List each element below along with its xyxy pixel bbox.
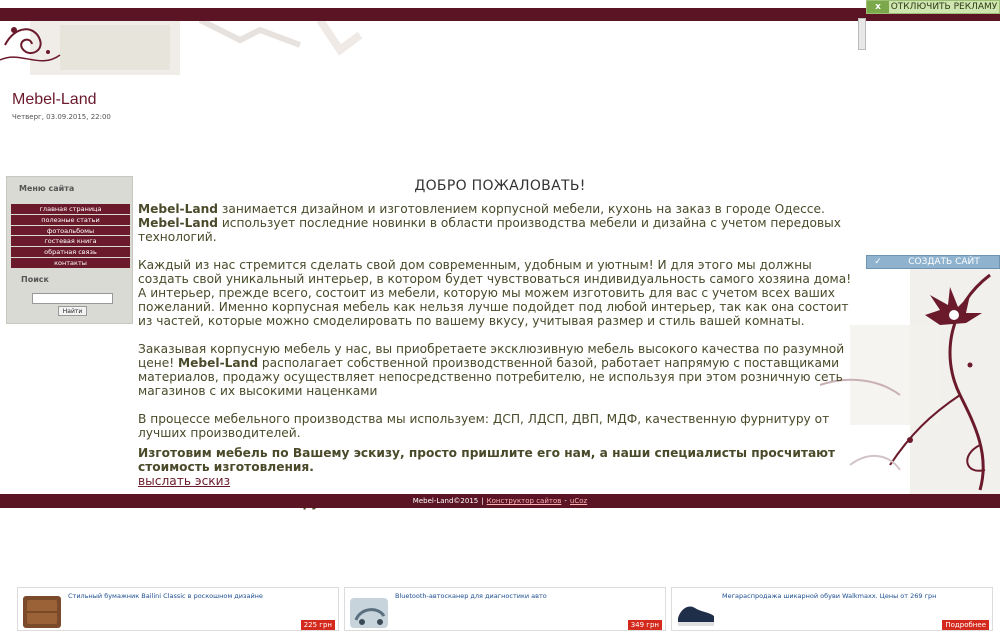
- ad-strip: [17, 587, 993, 631]
- footer-separator: -: [564, 497, 567, 505]
- search-button[interactable]: Найти: [58, 306, 87, 316]
- interior-paragraph: Каждый из нас стремится сделать свой дом современным, удобным и уютным! И для этого мы должны создать свой уникальный интерьер, в котором будет чувствоваться индивидуальность самого хозяина дома! А интерьер, прежде всего, состоит из мебели, которую мы можем изготовить для вас с учетом всех ваших пожеланий. Именно корпусная мебель как нельзя лучше подойдет под любой интерьер, так как она состоит из частей, которые можно смоделировать по вашему вкусу, учитывая размер и стиль вашей комнаты.: [138, 258, 852, 328]
- search-title: Поиск: [21, 275, 49, 284]
- main-content: [138, 178, 862, 510]
- site-date: Четверг, 03.09.2015, 22:00: [12, 113, 111, 121]
- menu-item-photos[interactable]: фотоальбомы: [11, 226, 130, 237]
- ad-price[interactable]: 225 грн: [301, 620, 335, 630]
- wallet-thumb: [21, 592, 63, 631]
- check-icon: ✓: [874, 257, 882, 267]
- footer-separator: |: [481, 497, 484, 505]
- ad-title[interactable]: Мегараспродажа шикарной обуви Walkmaxx. Цены от 269 грн: [722, 592, 937, 600]
- site-menu: [11, 204, 130, 269]
- intro-text-2: использует последние новинки в области производства мебели и дизайна с учетом передовых технологий.: [138, 216, 841, 244]
- site-title[interactable]: Mebel-Land: [12, 91, 97, 108]
- side-tag[interactable]: [858, 18, 866, 50]
- ad-more-button[interactable]: Подробнее: [942, 620, 989, 630]
- materials-paragraph: В процессе мебельного производства мы используем: ДСП, ЛДСП, ДВП, МДФ, качественную фурнитуру от лучших производителей.: [138, 412, 830, 440]
- brand-name: Mebel-Land: [138, 202, 219, 216]
- sidebar: [6, 176, 133, 324]
- scanner-thumb: [348, 592, 390, 631]
- shoes-thumb: [675, 592, 717, 631]
- send-sketch-link[interactable]: выслать эскиз: [138, 474, 231, 488]
- disable-ads-button[interactable]: [866, 0, 1000, 14]
- exclusive-paragraph: [138, 342, 862, 398]
- menu-item-feedback[interactable]: обратная связь: [11, 247, 130, 258]
- exclusive-text-2: располагает собственной производственной базой, работает напрямую с поставщиками материалов, продажу осуществляет непосредственно потребителю, не используя при этом розничную сеть магазинов с их высокими наценками: [138, 356, 843, 398]
- ad-card[interactable]: [671, 587, 993, 631]
- sketch-offer: Изготовим мебель по Вашему эскизу, просто пришлите его нам, а наши специалисты просчитают стоимость изготовления.: [138, 446, 836, 474]
- menu-title: Меню сайта: [19, 184, 75, 193]
- top-bar: [0, 8, 1000, 21]
- menu-item-articles[interactable]: полезные статьи: [11, 215, 130, 226]
- ucoz-link[interactable]: uCoz: [569, 497, 588, 505]
- constructor-link[interactable]: Конструктор сайтов: [486, 497, 562, 505]
- welcome-heading: ДОБРО ПОЖАЛОВАТЬ!: [414, 178, 586, 194]
- ad-price[interactable]: 349 грн: [628, 620, 662, 630]
- create-site-button[interactable]: [866, 255, 1000, 269]
- create-site-label: СОЗДАТЬ САЙТ: [908, 257, 980, 267]
- brand-name: Mebel-Land: [178, 356, 259, 370]
- ad-title[interactable]: Bluetooth-автосканер для диагностики авто: [395, 592, 547, 600]
- menu-item-contacts[interactable]: контакты: [11, 258, 130, 269]
- intro-paragraph: [138, 202, 862, 244]
- ad-card[interactable]: [17, 587, 339, 631]
- search-input[interactable]: [32, 293, 113, 304]
- menu-item-guestbook[interactable]: гостевая книга: [11, 236, 130, 247]
- menu-item-home[interactable]: главная страница: [11, 204, 130, 215]
- exclusive-text: Заказывая корпусную мебель у нас, вы приобретаете эксклюзивную мебель высокого качества по разумной цене!: [138, 342, 845, 370]
- close-icon: x: [867, 1, 889, 13]
- brand-name: Mebel-Land: [138, 216, 219, 230]
- intro-text: занимается дизайном и изготовлением корпусной мебели, кухонь на заказ в городе Одессе.: [218, 202, 825, 216]
- footer: [0, 494, 1000, 508]
- ad-card[interactable]: [344, 587, 666, 631]
- copyright: Mebel-Land©2015: [412, 497, 479, 505]
- ad-title[interactable]: Стильный бумажник Bailini Classic в роскошном дизайне: [68, 592, 263, 600]
- disable-ads-label: ОТКЛЮЧИТЬ РЕКЛАМУ: [890, 2, 998, 12]
